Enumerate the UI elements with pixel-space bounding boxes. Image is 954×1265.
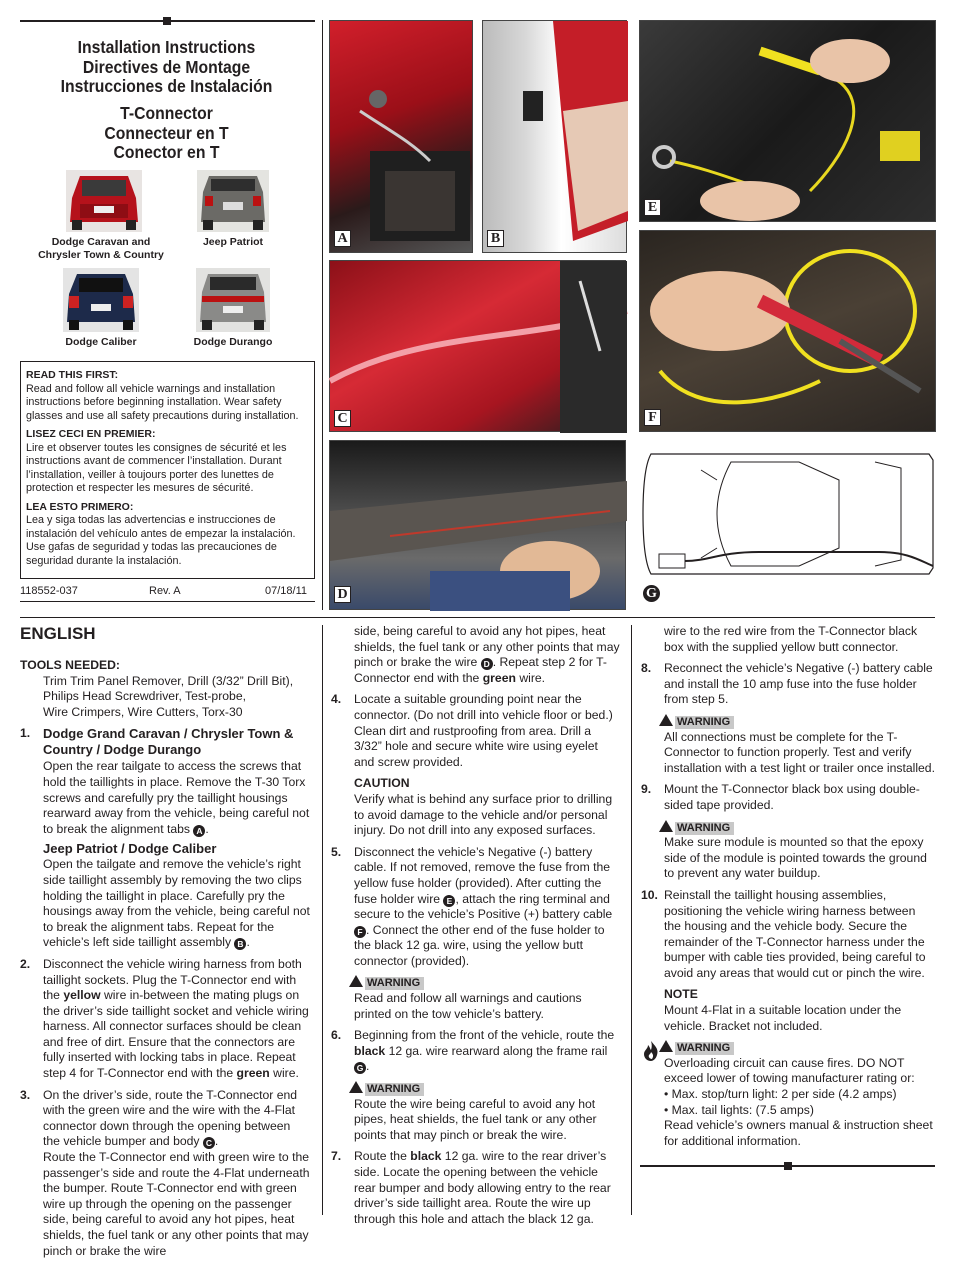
product-title xyxy=(35,104,299,163)
rule-marker xyxy=(163,17,171,25)
warning-text: Overloading circuit can cause fires. DO NOT exceed lower of towing manufacturer rating or: • Max. stop/turn light: 2 per side (4.2 amps) • Max. tail lights: (7.5 amps) Read vehicle’s owners manual & instruction sheet for additional information. xyxy=(664,1055,933,1148)
vehicle-photo-durango xyxy=(196,268,270,332)
column-divider-1 xyxy=(322,625,323,1215)
step-1-text-b: Open the tailgate and remove the vehicle’s right side taillight assembly by removing the two clips holding the taillight in place. Carefully pry the housings away from the vehicle, being careful not to break the alignment tabs. Repeat for the vehicle’s left side taillight assembly B . xyxy=(43,857,310,950)
ref-a-icon: A xyxy=(193,825,205,837)
column-3 xyxy=(641,624,935,1149)
step-7: 7. Route the black 12 ga. wire to the rear driver’s side. Locate the opening between the vehicle rear bumper and body allowing entry to the rear driver’s side taillight area. Route the wire up through this hole and attach the black 12 ga. xyxy=(331,1149,611,1226)
step-10: 10. Reinstall the taillight housing assemblies, positioning the vehicle wiring harness between the housing and the vehicle body. Secure the remainder of the T-Connector harness under the bumper with cable ties provided, being careful to avoid any areas that would cut or pinch the wire. xyxy=(641,887,926,980)
step-1 xyxy=(20,726,310,951)
step-3-cont: side, being careful to avoid any hot pipes, heat shields, the fuel tank or any other points that may pinch or brake the wire D . Repeat step 2 for T-Connector end with the green wire. xyxy=(354,624,620,685)
date: 07/18/11 xyxy=(265,585,308,597)
warning-label: WARNING xyxy=(675,822,734,835)
step-1-subhead-a: Dodge Grand Caravan / Chrysler Town & Country / Dodge Durango xyxy=(43,726,294,758)
caution-heading: CAUTION xyxy=(354,776,410,791)
step-5: 5. Disconnect the vehicle’s Negative (-) battery cable. If not removed, remove the fuse from the yellow fuse holder (provided). After cutting the fuse holder wire E , attach the ring terminal and secure to the vehicle’s Positive (+) battery cable F . Connect the other end of the fuse holder to the black 12 ga. wire, using the yellow butt connector (provided). xyxy=(331,844,613,968)
safety-notice xyxy=(20,361,315,579)
note-heading: NOTE xyxy=(664,987,698,1002)
warning-label: WARNING xyxy=(365,1083,424,1096)
vehicle-photo-patriot xyxy=(197,170,269,232)
photo-f xyxy=(639,230,936,432)
warning-icon xyxy=(659,1040,673,1052)
warning-icon xyxy=(659,820,673,832)
ref-c-icon: C xyxy=(203,1137,215,1149)
caution xyxy=(331,776,621,838)
ref-f-icon: F xyxy=(354,926,366,938)
safety-heading-es: LEA ESTO PRIMERO: xyxy=(26,500,134,513)
safety-block-fr xyxy=(26,428,309,496)
step-9: 9. Mount the T-Connector black box using double-sided tape provided. xyxy=(641,782,920,812)
vehicle-photo-caliber xyxy=(63,268,139,332)
note xyxy=(641,987,935,1034)
mid-rule xyxy=(20,617,935,618)
warning-text: Make sure module is mounted so that the epoxy side of the module is pointed towards the ground to prevent any water buildup. xyxy=(664,835,927,881)
safety-block-en xyxy=(26,369,309,423)
product-en: T-Connector xyxy=(120,103,213,123)
step-number: 3. xyxy=(20,1087,31,1102)
step-6: 6. Beginning from the front of the vehicle, route the black 12 ga. wire rearward along the frame rail G . xyxy=(331,1028,615,1074)
product-fr: Connecteur en T xyxy=(104,122,229,143)
step-number: 1. xyxy=(20,726,31,741)
photo-label-g: G xyxy=(643,585,660,602)
step-number: 5. xyxy=(331,844,342,859)
step-number: 8. xyxy=(641,661,652,676)
warning-text: All connections must be complete for the T-Connector to function properly. Test and verify installation with a test light or trailer once installed. xyxy=(664,729,935,775)
step-3: 3. On the driver’s side, route the T-Connector end with the green wire and the wire with the 4-Flat connector down through the opening between the vehicle bumper and body C . Route the T-Connector end with green wire to the passenger’s side and route the 4-Flat underneath the bumper. Route T-Connector end with green wire up through the opening on the passenger side, being careful to avoid any hot pipes, heat shields, the fuel tank or any other points that may pinch or brake the wire xyxy=(20,1087,310,1258)
title-fr: Directives de Montage xyxy=(82,56,251,77)
vehicle-label-caliber: Dodge Caliber xyxy=(65,336,137,348)
safety-text-fr: Lire et observer toutes les consignes de sécurité et les instructions avant de commencer l’installation. Durant l’installation, veiller à toujours porter des lunettes de protection et respecter les mesures de sécurité. xyxy=(26,441,287,494)
safety-heading-en: READ THIS FIRST: xyxy=(26,369,119,381)
safety-text-es: Lea y siga todas las advertencias e instrucciones de instalación del vehículo antes de empezar la instalación. Use gafas de seguridad y todas las precauciones de seguridad durante la instalación. xyxy=(26,514,296,567)
tools-list xyxy=(20,674,310,721)
footer-rule xyxy=(20,601,315,602)
vehicle-durango xyxy=(190,268,276,349)
photo-g-diagram xyxy=(639,440,936,610)
photo-label-c: C xyxy=(334,410,351,427)
column-1 xyxy=(20,658,310,1265)
title-en: Installation Instructions xyxy=(77,37,256,57)
safety-text-en: Read and follow all vehicle warnings and installation instructions before beginning installation. Wear safety glasses and use all safety precautions during installation. xyxy=(26,382,299,422)
step-8: 8. Reconnect the vehicle’s Negative (-) battery cable and install the 10 amp fuse into the fuse holder from step 5. xyxy=(641,661,933,707)
photo-label-f: F xyxy=(644,409,661,426)
step-number: 7. xyxy=(331,1149,342,1164)
photo-label-e: E xyxy=(644,199,661,216)
warning-label: WARNING xyxy=(675,1042,734,1055)
warning-text: Route the wire being careful to avoid any hot pipes, heat shields, the fuel tank or any other points that may pinch or break the wire. xyxy=(354,1096,597,1142)
warning-4 xyxy=(641,820,935,882)
column-divider-2 xyxy=(631,625,632,1215)
part-number: 118552-037 xyxy=(20,585,78,597)
title-es: Instrucciones de Instalación xyxy=(60,76,273,96)
warning-icon xyxy=(659,714,673,726)
vehicle-label-caravan: Dodge Caravan and Chrysler Town & Country xyxy=(38,236,164,261)
vehicle-label-patriot: Jeep Patriot xyxy=(202,236,264,248)
photo-b xyxy=(482,20,627,253)
section-title: ENGLISH xyxy=(20,624,96,643)
ref-b-icon: B xyxy=(234,938,246,950)
tool-line: Wire Crimpers, Wire Cutters, Torx-30 xyxy=(43,704,243,719)
revision: Rev. A xyxy=(149,585,181,597)
caution-text: Verify what is behind any surface prior to drilling to avoid damage to the vehicle and/or personal injury. Do not drill into any exposed surfaces. xyxy=(354,791,613,838)
page-title xyxy=(35,38,299,97)
step-number: 6. xyxy=(331,1028,342,1043)
warning-icon xyxy=(349,1081,363,1093)
step-1-subhead-b: Jeep Patriot / Dodge Caliber xyxy=(43,841,217,857)
step-number: 4. xyxy=(331,692,342,707)
photo-label-b: B xyxy=(487,230,504,247)
column-divider-top xyxy=(322,20,323,610)
product-es: Conector en T xyxy=(113,142,220,162)
ref-g-icon: G xyxy=(354,1062,366,1074)
step-number: 10. xyxy=(641,887,658,902)
ref-d-icon: D xyxy=(481,658,493,670)
photo-label-d: D xyxy=(334,586,351,603)
photo-e xyxy=(639,20,936,222)
photo-d xyxy=(329,440,626,610)
warning-1 xyxy=(331,975,621,1022)
photo-c xyxy=(329,260,626,432)
warning-label: WARNING xyxy=(365,977,424,990)
warning-icon xyxy=(349,975,363,987)
step-4: 4. Locate a suitable grounding point near the connector. (Do not drill into vehicle floor or bed.) Clean dirt and rustproofing from area. Drill a 3/32” hole and secure white wire using eyelet and screw provided. xyxy=(331,692,613,769)
vehicle-photo-caravan xyxy=(66,170,142,232)
photo-label-a: A xyxy=(334,230,351,247)
note-text: Mount 4-Flat in a suitable location under the vehicle. Bracket not included. xyxy=(664,1003,902,1033)
photo-a xyxy=(329,20,473,253)
warning-text: Read and follow all warnings and cautions printed on the tow vehicle’s battery. xyxy=(354,991,582,1021)
step-7-cont: wire to the red wire from the T-Connector black box with the supplied yellow butt connector. xyxy=(664,624,918,654)
tools-heading: TOOLS NEEDED: xyxy=(20,658,120,672)
warning-label: WARNING xyxy=(675,716,734,729)
vehicle-patriot xyxy=(190,170,276,249)
rule-marker xyxy=(784,1162,792,1170)
safety-block-es xyxy=(26,501,309,569)
warning-3 xyxy=(641,714,935,776)
step-number: 2. xyxy=(20,956,31,971)
step-number: 9. xyxy=(641,782,652,797)
vehicle-label-durango: Dodge Durango xyxy=(193,336,273,348)
warning-2 xyxy=(331,1081,621,1143)
safety-heading-fr: LISEZ CECI EN PREMIER: xyxy=(26,428,156,440)
tool-line: Trim Trim Panel Remover, Drill (3/32” Drill Bit), xyxy=(43,673,294,688)
warning-5 xyxy=(641,1040,935,1149)
fire-icon xyxy=(641,1040,661,1062)
tool-line: Philips Head Screwdriver, Test-probe, xyxy=(43,689,246,704)
step-2: 2. Disconnect the vehicle wiring harness from both taillight sockets. Plug the T-Connector end with the yellow wire in-between the mating plugs on the driver’s side taillight socket and vehicle wiring harness. All connector surfaces should be clean and free of dirt. Ensure that the connectors are fully inserted with locking tabs in place. Repeat step 4 for T-Connector end with the green wire. xyxy=(20,956,309,1081)
step-1-text-a: Open the rear tailgate to access the screws that hold the taillights in place. Remove the T-30 Torx screws and carefully pry the taillight housings rearward away from the vehicle, being careful not to break the alignment tabs A . xyxy=(43,759,310,836)
column-2 xyxy=(331,624,621,1233)
vehicle-caravan xyxy=(22,170,180,262)
vehicle-caliber xyxy=(22,268,180,349)
ref-e-icon: E xyxy=(443,895,455,907)
